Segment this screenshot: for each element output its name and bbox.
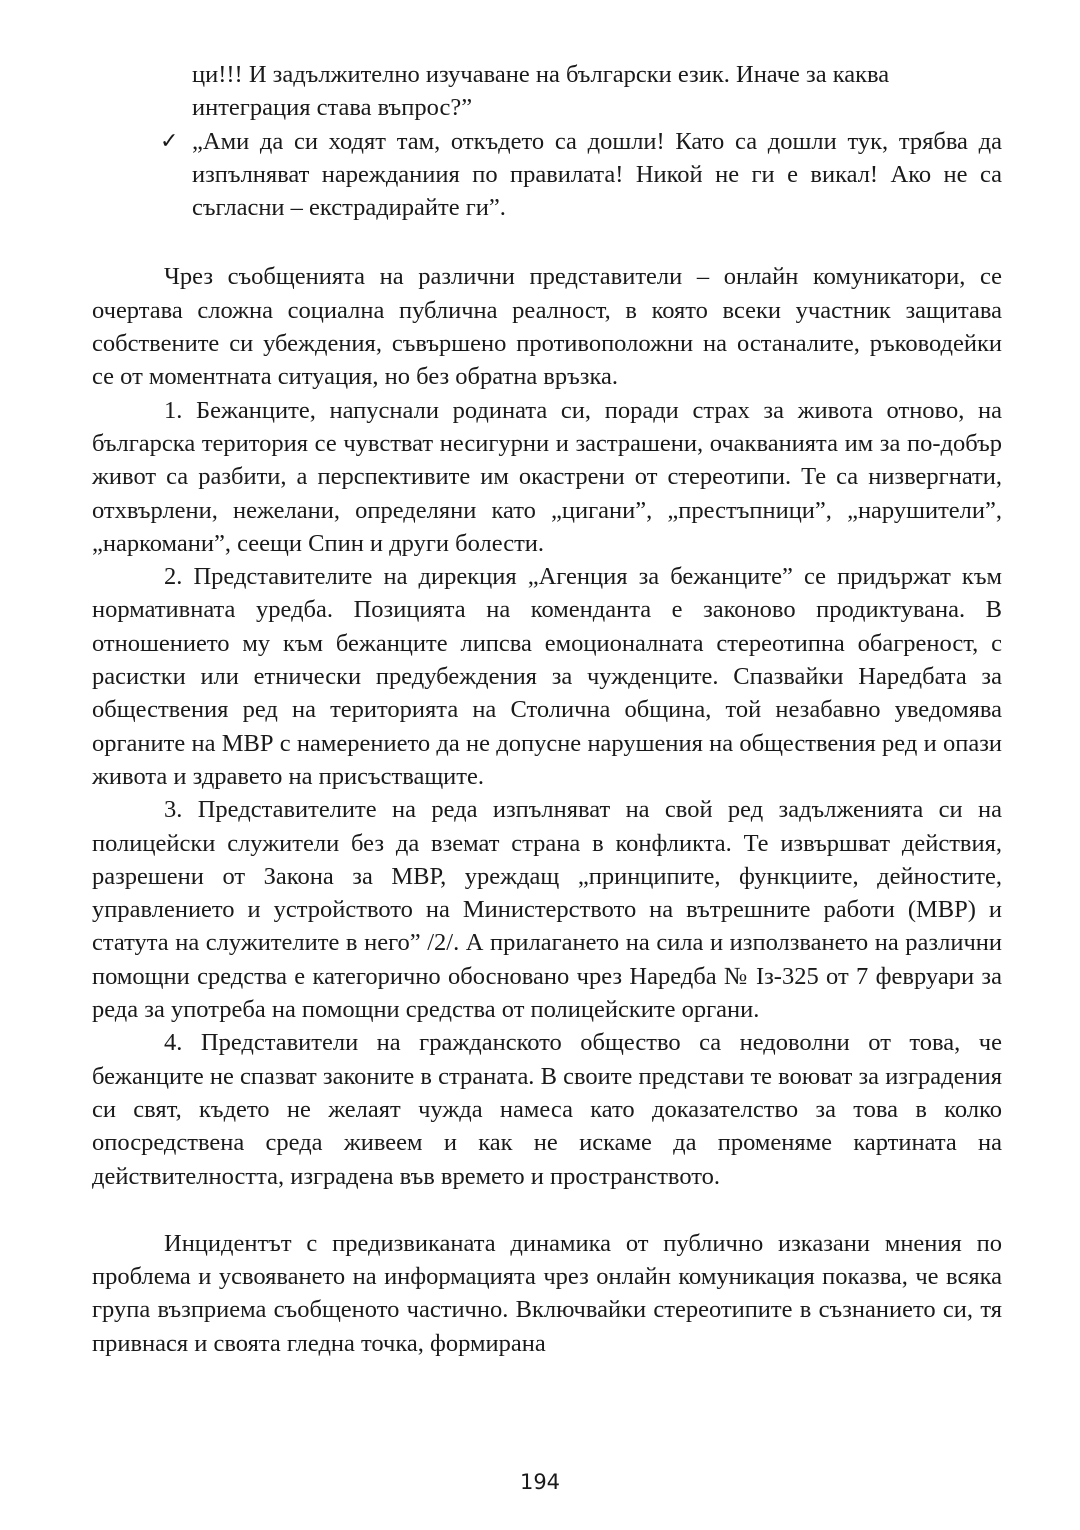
checkmark-icon: ✓ [160,128,179,154]
list-item-1: 1. Бежанците, напуснали родината си, поради страх за живота отново, на българска територия се чувстват несигурни и застрашени, очакванията им за по-добър живот са разбити, а перспективите им окастрени от стереотипи. Те са низвергнати, отхвърлени, нежелани, определяни като „цигани”, „престъпници”, „нарушители”, „наркомани”, сеещи Спин и други болести. [92,396,1002,557]
closing-paragraph: Инцидентът с предизвиканата динамика от публично изказани мнения по проблема и усвояването на информацията чрез онлайн комуникация показва, че всяка група възприема съобщеното частично. Включвайки стереотипите в съзнанието си, тя привнася и своята гледна точка, формирана [92,1229,1002,1357]
page-body [92,58,1002,1360]
list-item-3: 3. Представителите на реда изпълняват на свой ред задълженията си на полицейски служители без да вземат страна в конфликта. Те извършват действия, разрешени от Закона за МВР, уреждащ „принципите, функциите, дейностите, управлението и устройството на Министерството на вътрешните работи (МВР) и статута на служителите в него” /2/. А прилагането на сила и използването на различни помощни средства е категорично обосновано чрез Наредба № Із-325 от 7 февруари за реда за употреба на помощни средства от полицейските органи. [92,796,1002,1024]
section-gap [92,224,1002,260]
list-item-4: 4. Представители на гражданското общество са недоволни от това, че бежанците не спазват законите в страната. В своите представи те воюват за изградения си свят, където не желаят чужда намеса като доказателство за това в колко опосредствена среда живеем и как не искаме да променяме картината на действителността, изградена във времето и пространството. [92,1029,1002,1190]
bullet-quote [160,125,1002,225]
bullet-quote-text: „Ами да си ходят там, откъдето са дошли! Като са дошли тук, трябва да изпълняват нарежданиия по правилата! Никой не ги е викал! Ако не са съгласни – екстрадирайте ги”. [192,127,1002,222]
page-number: 194 [519,1470,561,1494]
section-gap [92,1193,1002,1227]
intro-paragraph: Чрез съобщенията на различни представители – онлайн комуникатори, се очертава сложна социална публична реалност, в която всеки участник защитава собствените си убеждения, съвършено противоположни на останалите, ръководейки се от моментната ситуация, но без обратна връзка. [92,263,1002,391]
list-item-2: 2. Представителите на дирекция „Агенция за бежанците” се придържат към нормативната уредба. Позицията на коменданта е законово продиктувана. В отношението му към бежанците липсва емоционалната стереотипна обагреност, с расистки или етнически предубеждения за чужденците. Спазвайки Наредбата за обществения ред на територията на Столична община, той незабавно уведомява органите на МВР с намерението да не допусне нарушения на обществения ред и опази живота и здравето на присъстващите. [92,563,1002,790]
quote-continuation: ци!!! И задължително изучаване на български език. Иначе за каква интеграция става въпрос?” [192,61,890,122]
